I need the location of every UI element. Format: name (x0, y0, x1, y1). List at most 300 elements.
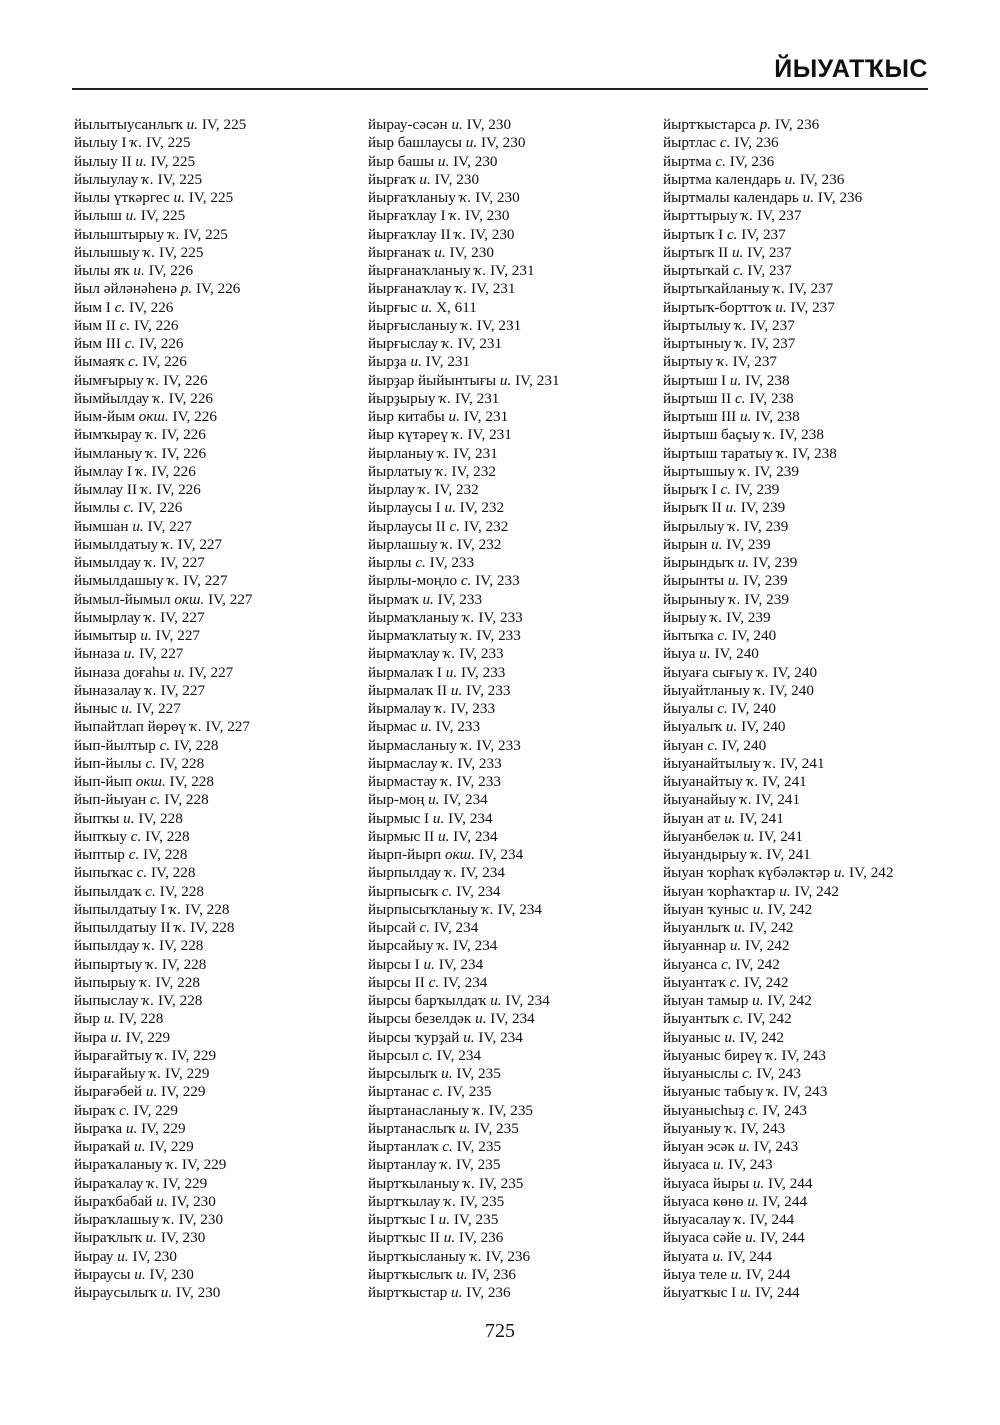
entry-word: йырыу (663, 608, 707, 626)
index-entry (663, 1065, 893, 1083)
entry-reference: IV, 233 (450, 700, 496, 717)
entry-part-of-speech: ҡ. (767, 1083, 780, 1101)
entry-word: йыуанайтыу (663, 773, 743, 790)
index-entry (663, 1248, 893, 1266)
entry-reference: IV, 239 (743, 572, 788, 590)
entry-word: йырҙырыу (368, 389, 436, 407)
index-entry (74, 846, 253, 864)
index-entry (663, 791, 893, 809)
entry-word: йырмалау (368, 700, 432, 717)
entry-part-of-speech: и. (123, 809, 135, 827)
entry-part-of-speech: ҡ. (741, 207, 754, 225)
entry-reference: IV, 226 (161, 426, 206, 444)
index-entry (368, 1266, 560, 1284)
entry-word: йырттырыу (663, 207, 738, 225)
entry-part-of-speech: и. (725, 499, 737, 517)
entry-word: йырмаслау (368, 754, 438, 772)
index-entry (368, 372, 560, 390)
entry-part-of-speech: ҡ. (166, 1156, 179, 1174)
entry-reference: IV, 243 (782, 1083, 828, 1101)
entry-reference: IV, 228 (159, 882, 205, 900)
entry-part-of-speech: с. (748, 1101, 759, 1119)
index-entry (74, 1248, 253, 1266)
entry-word: йырлы (368, 554, 412, 571)
entry-word: йырмасланыу (368, 736, 457, 754)
entry-reference: IV, 231 (476, 316, 522, 334)
entry-reference: IV, 226 (156, 481, 201, 498)
header-rule (72, 88, 928, 90)
entry-part-of-speech: и. (448, 408, 460, 425)
entry-reference: IV, 234 (453, 827, 498, 845)
entry-reference: IV, 235 (459, 1192, 505, 1210)
entry-word: йыртыш таратыу (663, 444, 773, 462)
entry-word: йып-йыуан (74, 791, 147, 809)
entry-part-of-speech: с. (124, 335, 136, 352)
entry-reference: IV, 231 (425, 353, 471, 371)
index-entry (368, 153, 560, 171)
entry-reference: IV, 241 (780, 754, 825, 772)
entry-reference: IV, 242 (749, 919, 794, 936)
index-entry (663, 1083, 893, 1101)
entry-word: йырланыу (368, 444, 434, 462)
index-column-3 (663, 116, 893, 1302)
index-entry (663, 1193, 893, 1211)
entry-reference: IV, 233 (478, 608, 523, 626)
entry-word: йыуаса көнө (663, 1192, 744, 1210)
entry-part-of-speech: ҡ. (460, 627, 473, 644)
entry-word: йымылдау (74, 554, 142, 571)
index-entry (663, 1120, 893, 1138)
entry-reference: IV, 225 (157, 170, 203, 188)
entry-reference: IV, 234 (448, 809, 493, 827)
entry-part-of-speech: с. (128, 846, 140, 863)
entry-reference: IV, 235 (488, 1101, 534, 1119)
entry-word: йырмыс I (368, 809, 430, 827)
entry-part-of-speech: и. (752, 900, 764, 918)
entry-reference: IV, 228 (118, 1010, 164, 1028)
entry-reference: IV, 233 (459, 645, 504, 663)
entry-word: йырғаҡ (368, 170, 416, 188)
entry-part-of-speech: и. (445, 663, 458, 681)
index-entry (74, 591, 253, 609)
index-entry (663, 226, 893, 244)
entry-reference: IV, 237 (757, 207, 802, 225)
entry-part-of-speech: ҡ. (439, 389, 452, 407)
entry-word: йыртанасланыу (368, 1101, 470, 1119)
entry-part-of-speech: с. (707, 736, 718, 754)
entry-reference: IV, 234 (456, 882, 501, 900)
entry-reference: IV, 232 (459, 499, 505, 517)
index-entry (74, 280, 253, 298)
entry-part-of-speech: и. (132, 517, 144, 535)
index-entry (663, 1102, 893, 1120)
index-entry (74, 572, 253, 590)
entry-reference: IV, 235 (453, 1211, 499, 1228)
entry-part-of-speech: окш. (174, 590, 205, 608)
entry-word: йыртыш II (663, 389, 732, 407)
entry-reference: IV, 229 (149, 1138, 194, 1155)
entry-part-of-speech: и. (125, 1119, 138, 1137)
entry-part-of-speech: и. (423, 955, 435, 973)
entry-reference: IV, 238 (779, 426, 824, 444)
entry-word: йымытыр (74, 627, 137, 644)
entry-reference: IV, 234 (433, 919, 479, 936)
entry-reference: IV, 237 (750, 316, 795, 334)
entry-part-of-speech: и. (444, 499, 456, 517)
entry-reference: IV, 230 (466, 116, 512, 133)
index-entry (74, 609, 253, 627)
entry-reference: IV, 230 (475, 189, 520, 206)
entry-word: йыназалау (74, 681, 142, 699)
entry-part-of-speech: и. (747, 1192, 759, 1210)
entry-part-of-speech: ҡ. (725, 1119, 738, 1137)
entry-reference: IV, 241 (755, 791, 801, 809)
entry-word: йыназа доғаһы (74, 663, 170, 681)
entry-reference: IV, 230 (434, 170, 480, 188)
entry-reference: IV, 234 (442, 973, 488, 991)
entry-reference: IV, 229 (133, 1101, 178, 1119)
entry-reference: IV, 244 (755, 1284, 800, 1301)
index-entry (368, 408, 560, 426)
entry-word: йырлашыу (368, 535, 438, 553)
index-entry (74, 828, 253, 846)
entry-word: йыптыр (74, 846, 125, 863)
entry-part-of-speech: ҡ. (764, 754, 777, 772)
entry-reference: IV, 236 (774, 116, 820, 133)
entry-part-of-speech: ҡ. (435, 700, 447, 717)
entry-reference: IV, 240 (772, 663, 818, 681)
entry-word: йырғаҡлау II (368, 225, 451, 243)
entry-word: йымлау II (74, 481, 137, 498)
entry-reference: IV, 227 (160, 554, 205, 571)
entry-part-of-speech: с. (719, 134, 731, 152)
index-entry (368, 1211, 560, 1229)
entry-part-of-speech: и. (145, 1083, 158, 1101)
entry-word: йыуантыҡ (663, 1010, 730, 1028)
entry-word: йыуанса (663, 955, 718, 973)
entry-part-of-speech: и. (134, 1138, 146, 1155)
entry-word: йыртыш III (663, 408, 737, 425)
entry-word: йылыу I (74, 134, 127, 152)
index-entry (368, 591, 560, 609)
entry-part-of-speech: ҡ. (169, 900, 182, 918)
entry-reference: IV, 228 (138, 809, 183, 827)
entry-part-of-speech: ҡ. (135, 462, 148, 480)
index-entry (74, 153, 253, 171)
entry-reference: IV, 236 (729, 152, 775, 170)
entry-part-of-speech: ҡ. (734, 1211, 747, 1228)
entry-reference: IV, 231 (453, 444, 498, 462)
entry-reference: IV, 233 (475, 572, 520, 590)
entry-part-of-speech: и. (729, 371, 742, 389)
index-entry (368, 664, 560, 682)
entry-reference: X, 611 (436, 298, 477, 316)
entry-part-of-speech: и. (420, 298, 433, 316)
entry-reference: IV, 232 (463, 517, 509, 535)
entry-word: йыуаға сығыу (663, 663, 754, 681)
entry-reference: IV, 240 (731, 700, 776, 717)
entry-part-of-speech: и. (437, 152, 450, 170)
index-entry (368, 445, 560, 463)
entry-word: йымырлау (74, 608, 141, 626)
index-entry (368, 828, 560, 846)
index-entry (368, 134, 560, 152)
entry-word: йыртыҡ II (663, 243, 729, 261)
index-entry (663, 372, 893, 390)
entry-word: йыуаса сәйе (663, 1229, 742, 1247)
entry-reference: IV, 244 (727, 1247, 773, 1265)
index-entry (368, 1083, 560, 1101)
entry-word: йырпылдау (368, 864, 442, 882)
entry-part-of-speech: ҡ. (156, 1046, 168, 1064)
entry-part-of-speech: и. (699, 645, 711, 663)
index-entry (74, 408, 253, 426)
entry-reference: IV, 244 (760, 1229, 805, 1247)
entry-word: йырмас (368, 718, 417, 736)
index-entry (74, 1284, 253, 1302)
entry-part-of-speech: ҡ. (463, 1174, 476, 1192)
entry-part-of-speech: ҡ. (440, 773, 453, 790)
entry-part-of-speech: с. (149, 791, 161, 809)
entry-reference: IV, 225 (159, 243, 204, 261)
entry-word: йыпылдатыу II (74, 919, 171, 936)
entry-reference: IV, 226 (128, 298, 174, 316)
entry-reference: IV, 227 (177, 535, 223, 553)
entry-reference: IV, 239 (740, 499, 786, 517)
entry-part-of-speech: с. (449, 517, 461, 535)
entry-reference: IV, 228 (151, 864, 196, 882)
index-entry (368, 992, 560, 1010)
entry-part-of-speech: р. (759, 116, 772, 133)
entry-reference: IV, 235 (447, 1083, 492, 1101)
entry-part-of-speech: с. (717, 627, 728, 644)
entry-word: йып-йып (74, 773, 132, 790)
entry-part-of-speech: с. (742, 1065, 753, 1082)
entry-part-of-speech: ҡ. (174, 919, 187, 936)
entry-part-of-speech: ҡ. (189, 718, 202, 736)
index-entry (74, 682, 253, 700)
index-entry (368, 518, 560, 536)
entry-word: йылышыу (74, 243, 140, 261)
entry-part-of-speech: и. (133, 262, 145, 279)
entry-word: йыра (74, 1028, 107, 1046)
entry-part-of-speech: и. (173, 663, 186, 681)
entry-word: йырлы-моңло (368, 572, 458, 590)
entry-word: йып-йылтыр (74, 736, 156, 754)
entry-word: йырсы безелдәк (368, 1010, 472, 1028)
index-entry (74, 536, 253, 554)
entry-reference: IV, 244 (745, 1265, 791, 1283)
index-entry (74, 1083, 253, 1101)
entry-word: йырлау (368, 481, 415, 498)
entry-part-of-speech: с. (119, 316, 131, 334)
entry-part-of-speech: и. (724, 1028, 736, 1046)
entry-part-of-speech: с. (715, 152, 726, 170)
entry-part-of-speech: ҡ. (444, 864, 457, 882)
index-entry (74, 1211, 253, 1229)
entry-part-of-speech: ҡ. (167, 572, 180, 590)
page-number: 725 (485, 1320, 515, 1342)
index-entry (368, 1175, 560, 1193)
entry-part-of-speech: с. (114, 298, 126, 316)
entry-word: йырғысланыу (368, 316, 458, 334)
entry-reference: IV, 238 (755, 408, 800, 425)
entry-reference: IV, 232 (451, 462, 496, 480)
index-entry (368, 189, 560, 207)
entry-word: йыпылдаҡ (74, 882, 142, 900)
entry-part-of-speech: ҡ. (418, 481, 431, 498)
entry-part-of-speech: и. (410, 353, 422, 371)
entry-part-of-speech: ҡ. (763, 426, 776, 444)
entry-part-of-speech: и. (134, 1265, 146, 1283)
entry-part-of-speech: и. (160, 1284, 173, 1301)
entry-reference: IV, 230 (175, 1284, 221, 1301)
entry-part-of-speech: и. (740, 1284, 752, 1301)
index-entry (663, 682, 893, 700)
entry-reference: IV, 226 (139, 335, 184, 352)
index-entry (368, 1248, 560, 1266)
index-entry (74, 937, 253, 955)
index-entry (663, 883, 893, 901)
index-entry (368, 956, 560, 974)
index-entry (663, 609, 893, 627)
entry-reference: IV, 236 (485, 1247, 531, 1265)
index-entry (663, 828, 893, 846)
entry-word: йырлаусы I (368, 499, 441, 517)
entry-reference: IV, 225 (150, 152, 196, 170)
index-entry (663, 627, 893, 645)
entry-reference: IV, 236 (817, 189, 863, 206)
index-entry (663, 317, 893, 335)
index-entry (368, 335, 560, 353)
entry-word: йыртыҡ I (663, 225, 724, 243)
entry-word: йыртҡылау (368, 1192, 441, 1210)
entry-word: йыртыҡайланыу (663, 280, 770, 298)
entry-word: йымлы (74, 499, 120, 517)
entry-part-of-speech: и. (432, 809, 445, 827)
entry-word: йырғанаҡланыу (368, 262, 471, 279)
entry-reference: IV, 233 (476, 736, 521, 754)
entry-reference: IV, 236 (799, 170, 845, 188)
entry-word: йырсы ҡурҙай (368, 1028, 460, 1046)
entry-part-of-speech: с. (419, 919, 431, 936)
index-entry (368, 262, 560, 280)
entry-word: йыпырыу (74, 973, 137, 991)
entry-word: йырғаҡланыу (368, 189, 456, 206)
entry-reference: IV, 235 (455, 1156, 501, 1174)
entry-reference: IV, 227 (208, 590, 253, 608)
index-entry (368, 1065, 560, 1083)
entry-part-of-speech: ҡ. (145, 426, 158, 444)
entry-word: йырсы барҡылдаҡ (368, 992, 487, 1009)
entry-part-of-speech: ҡ. (144, 554, 157, 571)
index-entry (663, 1284, 893, 1302)
entry-reference: IV, 228 (143, 846, 188, 863)
entry-reference: IV, 228 (164, 791, 209, 809)
entry-reference: IV, 227 (188, 663, 234, 681)
entry-part-of-speech: и. (725, 718, 738, 736)
entry-reference: IV, 230 (470, 225, 515, 243)
entry-word: йырғаҡлау I (368, 207, 446, 225)
entry-reference: IV, 237 (747, 243, 792, 261)
entry-word: йыраҡлыҡ (74, 1229, 142, 1247)
entry-reference: IV, 231 (490, 262, 535, 279)
entry-reference: IV, 230 (171, 1192, 216, 1210)
entry-word: йырлаусы II (368, 517, 446, 535)
entry-word: йыуантаҡ (663, 973, 726, 991)
entry-reference: IV, 226 (134, 316, 179, 334)
entry-reference: IV, 231 (457, 335, 503, 352)
entry-part-of-speech: ҡ. (455, 280, 468, 298)
entry-word: йырағайтыу (74, 1046, 153, 1064)
entry-word: йыл әйләнәһенә (74, 280, 177, 298)
entry-reference: IV, 225 (201, 116, 247, 133)
entry-word: йыраусы (74, 1265, 131, 1283)
entry-reference: IV, 243 (756, 1065, 801, 1082)
entry-reference: IV, 225 (188, 189, 234, 206)
entry-reference: IV, 234 (505, 992, 550, 1009)
index-column-2 (368, 116, 560, 1302)
index-entry (368, 554, 560, 572)
index-entry (74, 372, 253, 390)
entry-part-of-speech: ҡ. (750, 846, 763, 863)
entry-word: йылыулау (74, 170, 139, 188)
entry-reference: IV, 226 (151, 462, 196, 480)
entry-part-of-speech: ҡ. (459, 189, 472, 206)
entry-part-of-speech: ҡ. (152, 389, 165, 407)
entry-reference: IV, 230 (449, 243, 494, 261)
index-entry (663, 1211, 893, 1229)
entry-reference: IV, 236 (734, 134, 779, 152)
entry-reference: IV, 233 (457, 754, 502, 772)
entry-reference: IV, 237 (788, 280, 834, 298)
entry-reference: IV, 235 (474, 1119, 519, 1137)
entry-part-of-speech: ҡ. (130, 134, 143, 152)
entry-word: йырсайыу (368, 937, 434, 955)
entry-word: йыраҡ (74, 1101, 116, 1119)
index-entry (74, 810, 253, 828)
entry-part-of-speech: и. (428, 791, 440, 809)
entry-part-of-speech: и. (711, 535, 723, 553)
index-entry (368, 207, 560, 225)
index-entry (663, 536, 893, 554)
index-entry (74, 262, 253, 280)
entry-word: йыпыртыу (74, 955, 143, 973)
index-entry (74, 718, 253, 736)
entry-word: йыпылдау (74, 937, 140, 955)
entry-reference: IV, 231 (463, 408, 509, 425)
entry-part-of-speech: и. (463, 1028, 475, 1046)
entry-part-of-speech: и. (490, 992, 502, 1009)
entry-reference: IV, 227 (138, 645, 184, 663)
entry-reference: IV, 244 (768, 1174, 813, 1192)
index-entry (368, 171, 560, 189)
entry-part-of-speech: ҡ. (146, 955, 159, 973)
entry-reference: IV, 239 (726, 608, 771, 626)
entry-word: йыртҡыстарса (663, 116, 756, 133)
entry-part-of-speech: ҡ. (437, 444, 450, 462)
index-entry (663, 700, 893, 718)
entry-reference: IV, 243 (762, 1101, 807, 1119)
index-entry (663, 207, 893, 225)
entry-word: йыр (74, 1010, 100, 1028)
entry-part-of-speech: и. (456, 1265, 468, 1283)
entry-word: йытыҡа (663, 627, 714, 644)
index-entry (368, 463, 560, 481)
entry-part-of-speech: и. (475, 1010, 487, 1028)
entry-part-of-speech: ҡ. (474, 262, 487, 279)
entry-part-of-speech: и. (186, 116, 199, 133)
